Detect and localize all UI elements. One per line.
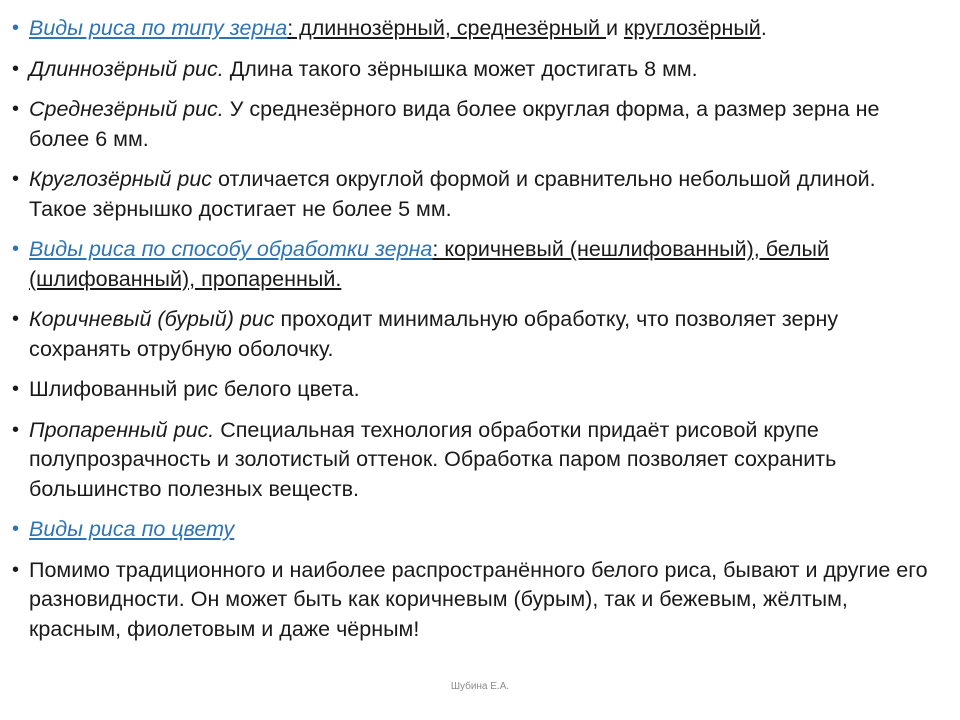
footer-author: Шубина Е.А. <box>450 681 510 692</box>
list-item <box>12 416 932 505</box>
bullet-list <box>12 14 932 655</box>
item-term: Среднезёрный рис. <box>29 97 224 121</box>
item-text: . <box>760 16 767 40</box>
list-item <box>12 305 932 364</box>
item-term: Круглозёрный рис <box>29 167 213 191</box>
bullet-dot: • <box>12 98 20 120</box>
item-term: Коричневый (бурый) рис <box>29 307 275 331</box>
list-item <box>12 165 932 224</box>
item-text: Специальная технология обработки придаёт рисовой крупе полупрозрачность и золотистый оттенок. Обработка паром позволяет сохранить большинство полезных веществ. <box>29 417 837 501</box>
bullet-dot: • <box>12 518 20 540</box>
bullet-dot: • <box>12 558 20 581</box>
list-item <box>12 515 932 545</box>
list-item <box>12 14 932 44</box>
item-term: Длиннозёрный рис. <box>29 56 224 81</box>
bullet-dot: • <box>12 238 20 260</box>
item-term: Пропаренный рис. <box>29 417 215 442</box>
link-rice-by-processing[interactable]: Виды риса по способу обработки зерна <box>29 237 433 261</box>
item-text: : длиннозёрный, среднезёрный <box>287 16 606 40</box>
list-item <box>12 95 932 154</box>
item-text: Шлифованный рис белого цвета. <box>29 377 360 401</box>
item-text: Длина такого зёрнышка может достигать 8 мм. <box>223 56 698 81</box>
list-item <box>12 55 932 85</box>
item-text: Помимо традиционного и наиболее распространённого белого риса, бывают и другие его разновидности. Он может быть как коричневым (бурым), так и бежевым, жёлтым, красным, фиолетовым и даже чёрным! <box>29 557 928 641</box>
link-rice-by-grain-type[interactable]: Виды риса по типу зерна <box>29 16 288 40</box>
bullet-dot: • <box>12 57 20 80</box>
item-text: проходит минимальную обработку, что позволяет зерну сохранять отрубную оболочку. <box>29 307 839 361</box>
bullet-dot: • <box>12 308 20 330</box>
bullet-dot: • <box>12 168 20 190</box>
bullet-dot: • <box>12 418 20 441</box>
bullet-dot: • <box>12 17 20 39</box>
bullet-dot: • <box>12 378 20 400</box>
list-item <box>12 235 932 294</box>
item-text: и <box>605 16 624 40</box>
item-text: : коричневый (нешлифованный), белый (шлифованный), пропаренный. <box>29 237 830 291</box>
link-rice-by-color[interactable]: Виды риса по цвету <box>29 517 235 541</box>
list-item <box>12 375 932 405</box>
item-text: круглозёрный <box>623 16 761 40</box>
item-text: отличается округлой формой и сравнительно небольшой длиной. Такое зёрнышко достигает не более 5 мм. <box>29 167 876 221</box>
list-item <box>12 556 932 645</box>
item-text: У среднезёрного вида более округлая форма, а размер зерна не более 6 мм. <box>29 97 880 151</box>
